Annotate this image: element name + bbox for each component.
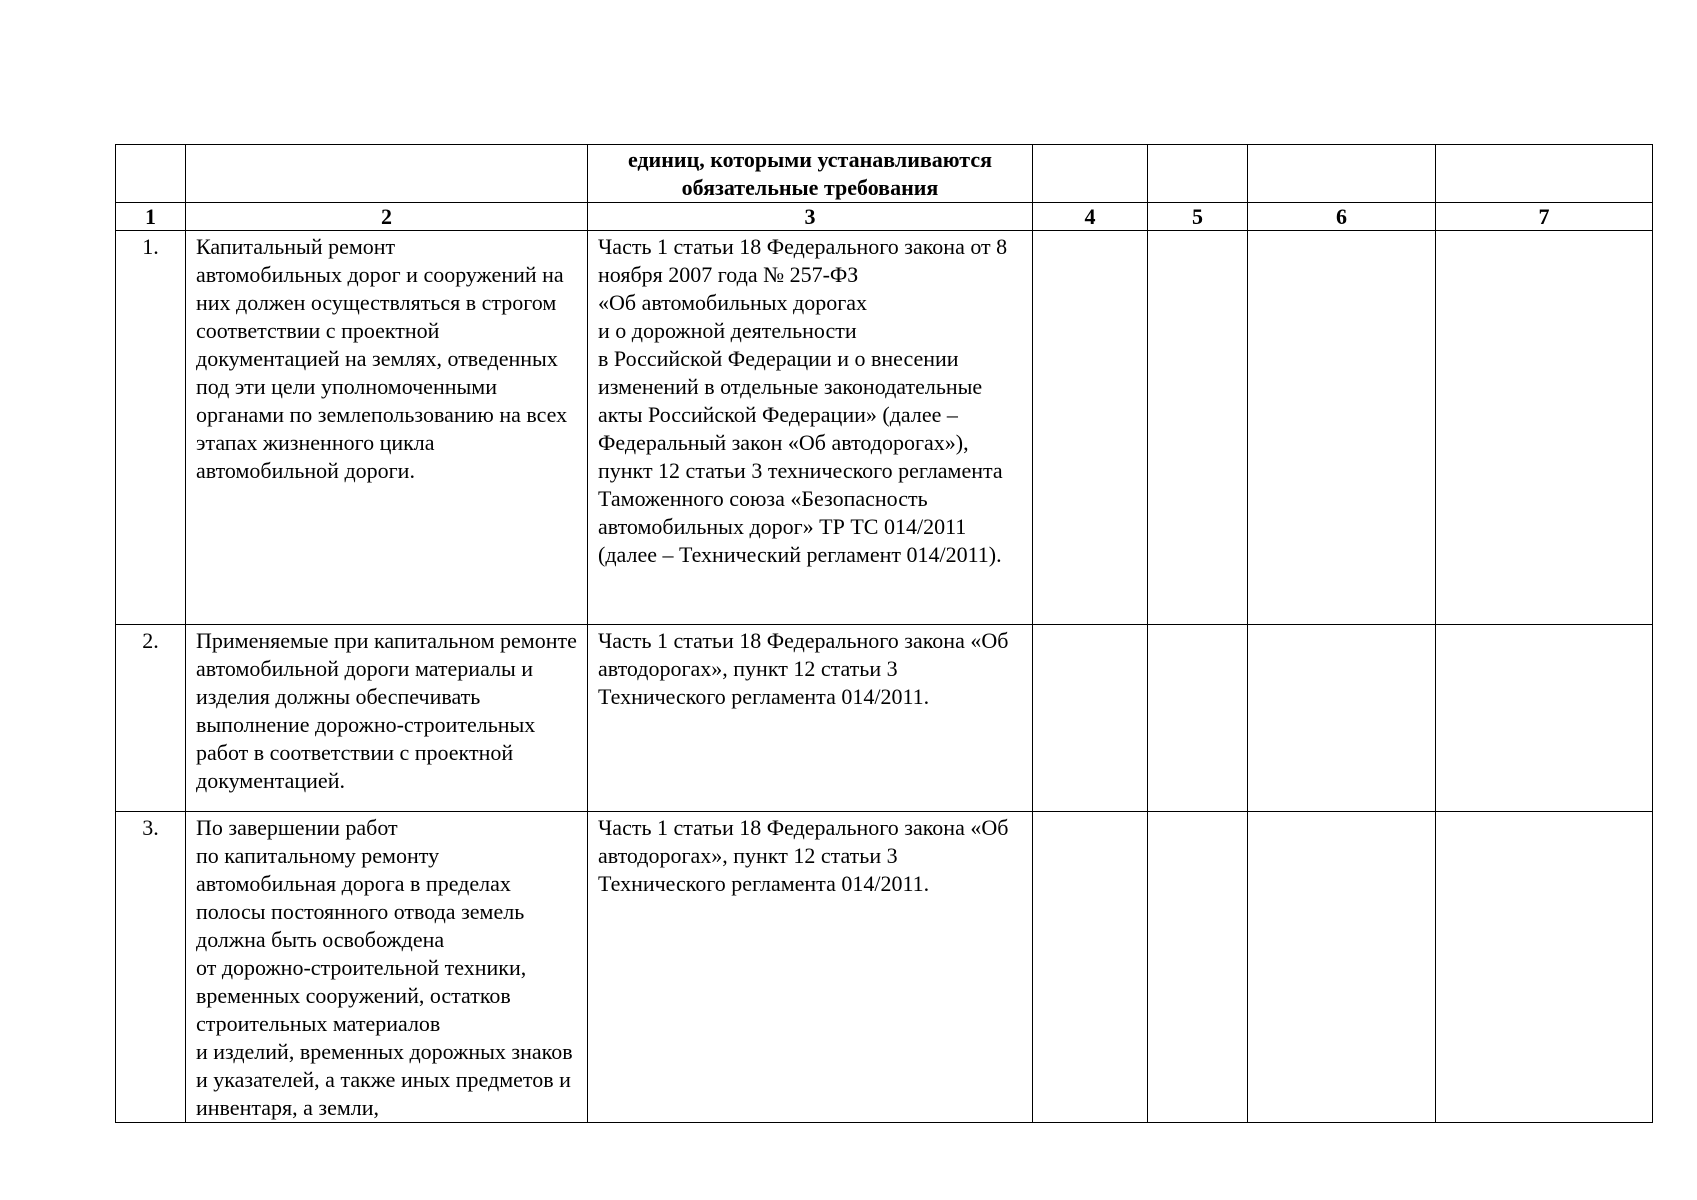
empty-cell bbox=[1436, 231, 1653, 625]
empty-cell bbox=[1248, 812, 1436, 1123]
empty-cell bbox=[1248, 625, 1436, 812]
row-number: 1. bbox=[116, 231, 186, 625]
legal-reference-text: Часть 1 статьи 18 Федерального закона от 8 ноября 2007 года № 257-ФЗ «Об автомобильных дорогах и о дорожной деятельности в Российской Федерации и о внесении изменений в отдельные законодательные акты Российской Федерации» (далее – Федеральный закон «Об автодорогах»), пункт 12 статьи 3 технического регламента Таможенного союза «Безопасность автомобильных дорог» ТР ТС 014/2011 (далее – Технический регламент 014/2011). bbox=[588, 231, 1033, 625]
column-numbers-row bbox=[116, 203, 1653, 231]
legal-reference-text: Часть 1 статьи 18 Федерального закона «Об автодорогах», пункт 12 статьи 3 Технического регламента 014/2011. bbox=[588, 625, 1033, 812]
requirement-text: По завершении работ по капитальному ремонту автомобильная дорога в пределах полосы постоянного отвода земель должна быть освобождена от дорожно-строительной техники, временных сооружений, остатков строительных материалов и изделий, временных дорожных знаков и указателей, а также иных предметов и инвентаря, а земли, bbox=[186, 812, 588, 1123]
header-cell-5 bbox=[1148, 145, 1248, 203]
continued-header-row bbox=[116, 145, 1653, 203]
empty-cell bbox=[1033, 231, 1148, 625]
empty-cell bbox=[1033, 812, 1148, 1123]
header-cell-2 bbox=[186, 145, 588, 203]
column-number: 4 bbox=[1033, 203, 1148, 231]
header-cell-1 bbox=[116, 145, 186, 203]
header-cell-3: единиц, которыми устанавливаются обязательные требования bbox=[588, 145, 1033, 203]
header-cell-6 bbox=[1248, 145, 1436, 203]
header-cell-7 bbox=[1436, 145, 1653, 203]
empty-cell bbox=[1148, 812, 1248, 1123]
table-row bbox=[116, 625, 1653, 812]
empty-cell bbox=[1248, 231, 1436, 625]
column-number: 7 bbox=[1436, 203, 1653, 231]
legal-reference-text: Часть 1 статьи 18 Федерального закона «Об автодорогах», пункт 12 статьи 3 Технического регламента 014/2011. bbox=[588, 812, 1033, 1123]
table-row bbox=[116, 812, 1653, 1123]
requirements-table bbox=[115, 144, 1653, 1123]
column-number: 6 bbox=[1248, 203, 1436, 231]
empty-cell bbox=[1148, 625, 1248, 812]
requirement-text: Применяемые при капитальном ремонте автомобильной дороги материалы и изделия должны обеспечивать выполнение дорожно-строительных работ в соответствии с проектной документацией. bbox=[186, 625, 588, 812]
empty-cell bbox=[1436, 812, 1653, 1123]
requirement-text: Капитальный ремонт автомобильных дорог и сооружений на них должен осуществляться в строгом соответствии с проектной документацией на землях, отведенных под эти цели уполномоченными органами по землепользованию на всех этапах жизненного цикла автомобильной дороги. bbox=[186, 231, 588, 625]
header-cell-4 bbox=[1033, 145, 1148, 203]
column-number: 2 bbox=[186, 203, 588, 231]
column-number: 3 bbox=[588, 203, 1033, 231]
row-number: 3. bbox=[116, 812, 186, 1123]
empty-cell bbox=[1033, 625, 1148, 812]
row-number: 2. bbox=[116, 625, 186, 812]
column-number: 1 bbox=[116, 203, 186, 231]
empty-cell bbox=[1148, 231, 1248, 625]
empty-cell bbox=[1436, 625, 1653, 812]
table-row bbox=[116, 231, 1653, 625]
column-number: 5 bbox=[1148, 203, 1248, 231]
